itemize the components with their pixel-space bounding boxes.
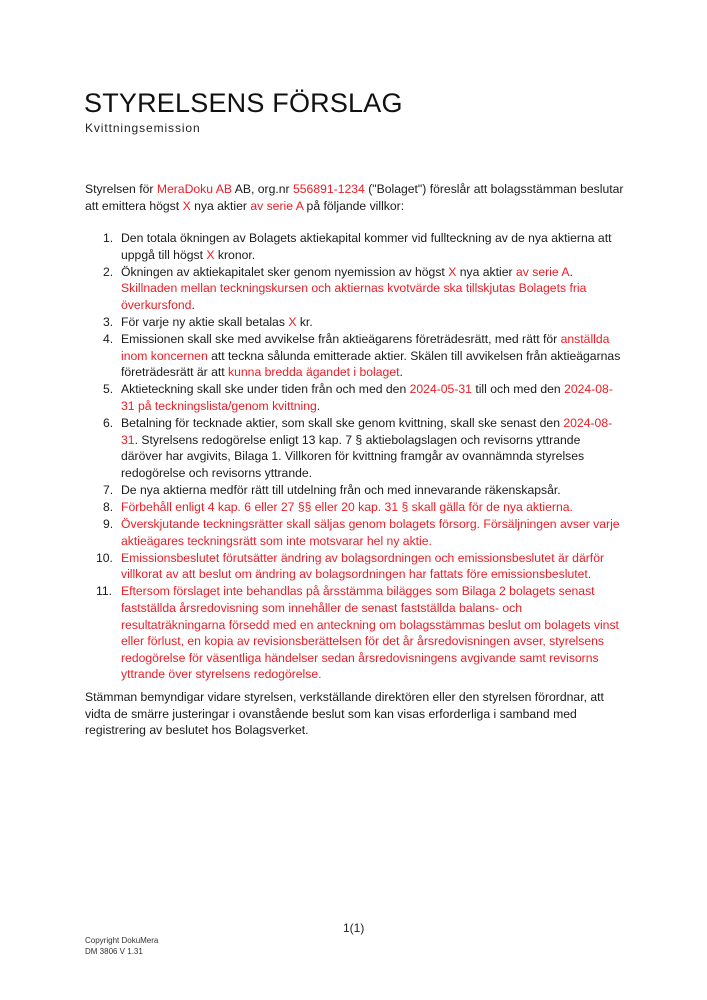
body-text: . — [316, 398, 321, 413]
body-text: kr. — [296, 314, 313, 329]
body-text: Den totala ökningen av Bolagets aktiekapital kommer vid fullteckning av de nya aktierna att uppgå till högst — [121, 231, 612, 262]
list-item — [85, 381, 625, 414]
body-text: För varje ny aktie skall betalas — [121, 314, 289, 329]
placeholder-text: 556891-1234 — [292, 182, 365, 196]
placeholder-text: anställda inom koncernen — [121, 332, 610, 363]
body-text: . — [191, 297, 195, 312]
list-item-number: 3. — [103, 314, 114, 329]
placeholder-text: av serie A — [250, 198, 304, 213]
list-item-number: 9. — [103, 517, 114, 532]
list-item — [85, 550, 625, 583]
list-item — [85, 499, 625, 516]
list-item — [85, 264, 625, 314]
page-number: 1(1) — [343, 921, 365, 935]
list-item — [85, 516, 625, 549]
body-text: nya aktier — [190, 198, 251, 213]
list-item-number: 5. — [103, 382, 114, 397]
body-text: till och med den — [471, 382, 565, 397]
conditions-list — [85, 230, 625, 684]
placeholder-text: X — [288, 314, 297, 329]
list-item-number: 11. — [96, 584, 113, 599]
placeholder-text: 2024-05-31 — [409, 382, 472, 397]
body-text: . Styrelsens redogörelse enligt 13 kap. 7 § aktiebolagslagen och revisorns yttrande däröver har avgivits, Bilaga 1. Villkoren för kvittning framgår av ovannämnda styrelses redogörelse och revisorns yttrande. — [121, 432, 585, 480]
list-item-number: 2. — [103, 264, 114, 279]
list-item-number: 4. — [103, 332, 114, 347]
placeholder-text: Emissionsbeslutet förutsätter ändring av bolagsordningen och emissionsbeslutet är därför villkorat av att beslut om ändring av bolagsordningen har fattats före emissionsbeslutet. — [121, 550, 605, 582]
footer — [85, 935, 158, 957]
body-text: AB, org.nr — [232, 182, 293, 196]
placeholder-text: X — [182, 198, 191, 213]
placeholder-text: X — [448, 264, 457, 279]
body-text: Ökningen av aktiekapitalet sker genom nyemission av högst — [121, 264, 449, 279]
body-text: . — [569, 264, 573, 279]
body-text: nya aktier — [456, 264, 516, 279]
placeholder-text: kunna bredda ägandet i bolaget — [228, 365, 400, 380]
list-item — [85, 482, 625, 499]
body-text: De nya aktierna medför rätt till utdelning från och med innevarande räkenskapsår. — [121, 482, 561, 497]
placeholder-text: 2024-08-31 på teckningslista/genom kvittning — [121, 382, 613, 413]
list-item-number: 10. — [96, 550, 113, 565]
body-text: på följande villkor: — [303, 198, 405, 213]
placeholder-text: Överskjutande teckningsrätter skall säljas genom bolagets försorg. Försäljningen avser varje aktieägares teckningsrätt som inte motsvarar hel ny aktie. — [121, 517, 620, 548]
footer-doc-id: DM 3806 V 1.31 — [85, 947, 143, 956]
footer-copyright: Copyright DokuMera — [85, 936, 159, 945]
body-text: Styrelsen för — [85, 182, 157, 196]
body-text: Emissionen skall ske med avvikelse från aktieägarens företrädesrätt, med rätt för — [121, 332, 561, 347]
list-item — [85, 230, 625, 263]
body-text: . — [399, 365, 403, 380]
list-item — [85, 331, 625, 381]
list-item — [85, 415, 625, 481]
placeholder-text: Förbehåll enligt 4 kap. 6 eller 27 §§ eller 20 kap. 31 § skall gälla för de nya aktierna. — [121, 500, 573, 514]
list-item-number: 6. — [103, 416, 114, 431]
placeholder-text: av serie A — [515, 264, 570, 279]
placeholder-text: 2024-08-31 — [121, 416, 613, 447]
placeholder-text: Skillnaden mellan teckningskursen och aktiernas kvotvärde ska tillskjutas Bolagets fria överkursfond — [121, 281, 587, 312]
list-item-number: 8. — [103, 500, 114, 514]
page-title: STYRELSENS FÖRSLAG — [84, 88, 403, 118]
body-text: Aktieteckning skall ske under tiden från och med den — [121, 382, 410, 397]
intro-paragraph — [85, 181, 625, 214]
list-item-number: 1. — [103, 231, 114, 245]
placeholder-text: Eftersom förslaget inte behandlas på årsstämma bilägges som Bilaga 2 bolagets senast fastställda årsredovisning som innehåller de senast fastställda balans- och resultaträkningarna försedd med en anteckning om bolagsstämmas beslut om bolagets vinst eller förlust, en kopia av revisionsberättelsen för det år årsredovisningen avser, styrelsens redogörelse för väsentliga händelser sedan årsredovisningens avgivande samt revisorns yttrande över styrelsens redogörelse. — [121, 584, 619, 682]
page-subtitle: Kvittningsemission — [85, 121, 201, 135]
body-text: kronor. — [214, 247, 256, 262]
placeholder-text: MeraDoku AB — [156, 182, 233, 196]
body-text: att teckna sålunda emitterade aktier. Skälen till avvikelsen från aktieägarnas företrädesrätt är att — [121, 348, 621, 380]
list-item — [85, 314, 625, 331]
list-item — [85, 583, 625, 683]
body-text: ("Bolaget") föreslår att bolagsstämman beslutar att emittera högst — [85, 182, 624, 213]
outro-paragraph: Stämman bemyndigar vidare styrelsen, verkställande direktören eller den styrelsen förordnar, att vidta de smärre justeringar i ovanstående beslut som kan visas erforderliga i samband med registrering av beslutet hos Bolagsverket. — [85, 690, 604, 738]
placeholder-text: X — [206, 247, 215, 262]
body-text: Betalning för tecknade aktier, som skall ske genom kvittning, skall ske senast den — [121, 416, 564, 431]
list-item-number: 7. — [103, 482, 114, 497]
